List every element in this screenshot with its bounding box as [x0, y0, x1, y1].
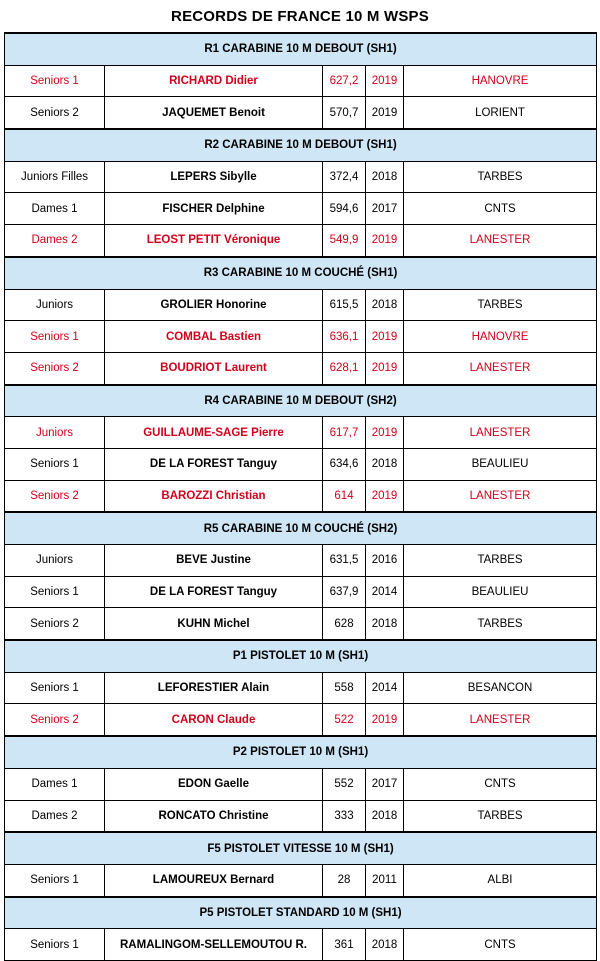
section-heading: R5 CARABINE 10 M COUCHÉ (SH2) [5, 512, 597, 544]
place-cell: TARBES [404, 161, 597, 193]
year-cell: 2014 [366, 672, 404, 704]
name-cell: RONCATO Christine [105, 800, 323, 832]
table-row [5, 576, 597, 608]
place-cell: BEAULIEU [404, 576, 597, 608]
records-body [5, 33, 597, 960]
place-cell: TARBES [404, 608, 597, 640]
category-cell: Dames 1 [5, 193, 105, 225]
score-cell: 552 [323, 768, 366, 800]
place-cell: TARBES [404, 545, 597, 577]
year-cell: 2018 [366, 448, 404, 480]
name-cell: RAMALINGOM-SELLEMOUTOU R. [105, 929, 323, 961]
name-cell: BOUDRIOT Laurent [105, 352, 323, 384]
name-cell: BEVE Justine [105, 545, 323, 577]
category-cell: Seniors 2 [5, 480, 105, 512]
place-cell: ALBI [404, 864, 597, 896]
table-row [5, 480, 597, 512]
score-cell: 558 [323, 672, 366, 704]
year-cell: 2019 [366, 65, 404, 97]
place-cell: LANESTER [404, 480, 597, 512]
section-header [5, 640, 597, 672]
year-cell: 2019 [366, 480, 404, 512]
category-cell: Seniors 2 [5, 352, 105, 384]
table-row [5, 193, 597, 225]
section-heading: P1 PISTOLET 10 M (SH1) [5, 640, 597, 672]
category-cell: Seniors 2 [5, 608, 105, 640]
section-header [5, 832, 597, 864]
year-cell: 2019 [366, 704, 404, 736]
score-cell: 634,6 [323, 448, 366, 480]
category-cell: Seniors 2 [5, 704, 105, 736]
table-row [5, 929, 597, 961]
year-cell: 2018 [366, 289, 404, 321]
place-cell: BESANCON [404, 672, 597, 704]
score-cell: 594,6 [323, 193, 366, 225]
category-cell: Seniors 1 [5, 864, 105, 896]
place-cell: CNTS [404, 929, 597, 961]
name-cell: CARON Claude [105, 704, 323, 736]
section-header [5, 736, 597, 768]
category-cell: Dames 1 [5, 768, 105, 800]
place-cell: HANOVRE [404, 65, 597, 97]
year-cell: 2018 [366, 800, 404, 832]
place-cell: LANESTER [404, 417, 597, 449]
table-row [5, 864, 597, 896]
category-cell: Seniors 1 [5, 576, 105, 608]
section-heading: F5 PISTOLET VITESSE 10 M (SH1) [5, 832, 597, 864]
score-cell: 636,1 [323, 321, 366, 353]
table-row [5, 352, 597, 384]
section-heading: P5 PISTOLET STANDARD 10 M (SH1) [5, 897, 597, 929]
name-cell: DE LA FOREST Tanguy [105, 576, 323, 608]
year-cell: 2016 [366, 545, 404, 577]
name-cell: LEFORESTIER Alain [105, 672, 323, 704]
section-heading: R4 CARABINE 10 M DEBOUT (SH2) [5, 385, 597, 417]
year-cell: 2019 [366, 321, 404, 353]
place-cell: LANESTER [404, 225, 597, 257]
table-row [5, 225, 597, 257]
place-cell: TARBES [404, 289, 597, 321]
score-cell: 637,9 [323, 576, 366, 608]
section-header [5, 257, 597, 289]
name-cell: JAQUEMET Benoit [105, 97, 323, 129]
table-row [5, 800, 597, 832]
category-cell: Seniors 1 [5, 321, 105, 353]
place-cell: TARBES [404, 800, 597, 832]
table-row [5, 97, 597, 129]
category-cell: Juniors [5, 545, 105, 577]
score-cell: 628,1 [323, 352, 366, 384]
year-cell: 2018 [366, 929, 404, 961]
table-row [5, 704, 597, 736]
table-row [5, 768, 597, 800]
year-cell: 2017 [366, 768, 404, 800]
name-cell: RICHARD Didier [105, 65, 323, 97]
score-cell: 617,7 [323, 417, 366, 449]
year-cell: 2017 [366, 193, 404, 225]
score-cell: 361 [323, 929, 366, 961]
table-row [5, 608, 597, 640]
name-cell: COMBAL Bastien [105, 321, 323, 353]
place-cell: LORIENT [404, 97, 597, 129]
name-cell: GUILLAUME-SAGE Pierre [105, 417, 323, 449]
year-cell: 2014 [366, 576, 404, 608]
score-cell: 627,2 [323, 65, 366, 97]
category-cell: Seniors 1 [5, 672, 105, 704]
section-header [5, 129, 597, 161]
place-cell: HANOVRE [404, 321, 597, 353]
year-cell: 2019 [366, 352, 404, 384]
year-cell: 2018 [366, 161, 404, 193]
score-cell: 372,4 [323, 161, 366, 193]
records-table [4, 32, 597, 961]
table-row [5, 289, 597, 321]
year-cell: 2011 [366, 864, 404, 896]
score-cell: 631,5 [323, 545, 366, 577]
category-cell: Seniors 1 [5, 929, 105, 961]
category-cell: Juniors [5, 289, 105, 321]
table-row [5, 321, 597, 353]
name-cell: GROLIER Honorine [105, 289, 323, 321]
table-row [5, 448, 597, 480]
table-row [5, 545, 597, 577]
section-header [5, 33, 597, 65]
name-cell: LEPERS Sibylle [105, 161, 323, 193]
name-cell: LEOST PETIT Véronique [105, 225, 323, 257]
section-header [5, 897, 597, 929]
score-cell: 614 [323, 480, 366, 512]
category-cell: Dames 2 [5, 800, 105, 832]
name-cell: KUHN Michel [105, 608, 323, 640]
section-heading: R2 CARABINE 10 M DEBOUT (SH1) [5, 129, 597, 161]
place-cell: CNTS [404, 193, 597, 225]
table-row [5, 65, 597, 97]
category-cell: Dames 2 [5, 225, 105, 257]
score-cell: 615,5 [323, 289, 366, 321]
name-cell: LAMOUREUX Bernard [105, 864, 323, 896]
place-cell: LANESTER [404, 704, 597, 736]
table-row [5, 161, 597, 193]
category-cell: Juniors Filles [5, 161, 105, 193]
category-cell: Seniors 1 [5, 448, 105, 480]
table-row [5, 672, 597, 704]
name-cell: EDON Gaelle [105, 768, 323, 800]
section-header [5, 385, 597, 417]
place-cell: CNTS [404, 768, 597, 800]
section-heading: R3 CARABINE 10 M COUCHÉ (SH1) [5, 257, 597, 289]
section-heading: P2 PISTOLET 10 M (SH1) [5, 736, 597, 768]
table-row [5, 417, 597, 449]
score-cell: 522 [323, 704, 366, 736]
section-heading: R1 CARABINE 10 M DEBOUT (SH1) [5, 33, 597, 65]
place-cell: LANESTER [404, 352, 597, 384]
score-cell: 333 [323, 800, 366, 832]
score-cell: 628 [323, 608, 366, 640]
year-cell: 2018 [366, 608, 404, 640]
year-cell: 2019 [366, 225, 404, 257]
score-cell: 570,7 [323, 97, 366, 129]
name-cell: BAROZZI Christian [105, 480, 323, 512]
category-cell: Seniors 2 [5, 97, 105, 129]
place-cell: BEAULIEU [404, 448, 597, 480]
category-cell: Seniors 1 [5, 65, 105, 97]
section-header [5, 512, 597, 544]
year-cell: 2019 [366, 97, 404, 129]
year-cell: 2019 [366, 417, 404, 449]
page-title: RECORDS DE FRANCE 10 M WSPS [171, 8, 429, 25]
name-cell: DE LA FOREST Tanguy [105, 448, 323, 480]
category-cell: Juniors [5, 417, 105, 449]
score-cell: 28 [323, 864, 366, 896]
name-cell: FISCHER Delphine [105, 193, 323, 225]
score-cell: 549,9 [323, 225, 366, 257]
